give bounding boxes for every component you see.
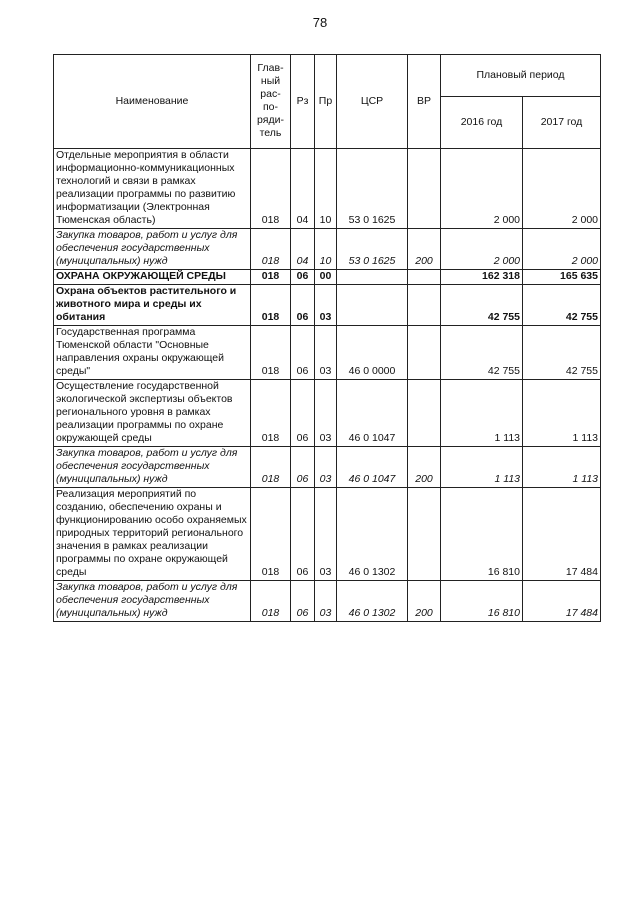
row-name: Осуществление государственной экологической экспертизы объектов регионального уровня в рамках реализации программы по охране окружающей среды xyxy=(54,380,251,447)
row-value-2016: 162 318 xyxy=(441,270,523,285)
row-gr: 018 xyxy=(251,488,291,581)
table-row xyxy=(54,229,601,270)
row-csr: 46 0 1047 xyxy=(337,447,408,488)
row-gr: 018 xyxy=(251,285,291,326)
row-csr: 53 0 1625 xyxy=(337,229,408,270)
row-rz: 06 xyxy=(291,581,315,622)
header-csr: ЦСР xyxy=(337,55,408,149)
row-value-2017: 42 755 xyxy=(523,326,601,380)
row-csr: 46 0 0000 xyxy=(337,326,408,380)
table-row xyxy=(54,326,601,380)
row-pr: 10 xyxy=(315,229,337,270)
row-name: Закупка товаров, работ и услуг для обеспечения государственных (муниципальных) нужд xyxy=(54,447,251,488)
row-name: Закупка товаров, работ и услуг для обеспечения государственных (муниципальных) нужд xyxy=(54,581,251,622)
row-csr: 46 0 1047 xyxy=(337,380,408,447)
header-planned-period: Плановый период xyxy=(441,55,601,97)
row-vr xyxy=(408,149,441,229)
row-name: Государственная программа Тюменской области "Основные направления охраны окружающей среды" xyxy=(54,326,251,380)
row-csr: 46 0 1302 xyxy=(337,581,408,622)
row-vr xyxy=(408,270,441,285)
header-vr: ВР xyxy=(408,55,441,149)
row-value-2017: 17 484 xyxy=(523,581,601,622)
row-rz: 04 xyxy=(291,149,315,229)
row-name: Закупка товаров, работ и услуг для обеспечения государственных (муниципальных) нужд xyxy=(54,229,251,270)
row-csr: 46 0 1302 xyxy=(337,488,408,581)
table-row xyxy=(54,488,601,581)
row-name: Отдельные мероприятия в области информационно-коммуникационных технологий и связи в рамках реализации программы по развитию информатизации (Электронная Тюменская область) xyxy=(54,149,251,229)
row-pr: 03 xyxy=(315,285,337,326)
row-value-2017: 42 755 xyxy=(523,285,601,326)
row-pr: 03 xyxy=(315,326,337,380)
row-gr: 018 xyxy=(251,380,291,447)
row-value-2017: 2 000 xyxy=(523,229,601,270)
header-year-2017: 2017 год xyxy=(523,97,601,149)
table-row xyxy=(54,380,601,447)
row-name: Реализация мероприятий по созданию, обеспечению охраны и функционированию особо охраняемых природных территорий регионального значения в рамках реализации программы по охране окружающей среды xyxy=(54,488,251,581)
row-pr: 03 xyxy=(315,380,337,447)
row-csr xyxy=(337,285,408,326)
row-vr: 200 xyxy=(408,229,441,270)
row-value-2016: 1 113 xyxy=(441,380,523,447)
row-value-2016: 2 000 xyxy=(441,229,523,270)
header-year-2016: 2016 год xyxy=(441,97,523,149)
row-pr: 03 xyxy=(315,488,337,581)
row-vr xyxy=(408,488,441,581)
row-gr: 018 xyxy=(251,229,291,270)
row-pr: 03 xyxy=(315,447,337,488)
table-row xyxy=(54,447,601,488)
row-gr: 018 xyxy=(251,581,291,622)
row-vr: 200 xyxy=(408,581,441,622)
row-rz: 06 xyxy=(291,447,315,488)
table-row xyxy=(54,581,601,622)
row-pr: 00 xyxy=(315,270,337,285)
row-value-2016: 2 000 xyxy=(441,149,523,229)
row-rz: 06 xyxy=(291,270,315,285)
row-value-2017: 1 113 xyxy=(523,447,601,488)
row-rz: 06 xyxy=(291,285,315,326)
row-value-2017: 165 635 xyxy=(523,270,601,285)
header-pr: Пр xyxy=(315,55,337,149)
budget-table xyxy=(53,54,601,622)
row-pr: 03 xyxy=(315,581,337,622)
row-vr xyxy=(408,326,441,380)
row-value-2016: 1 113 xyxy=(441,447,523,488)
row-value-2017: 1 113 xyxy=(523,380,601,447)
header-rz: Рз xyxy=(291,55,315,149)
row-csr xyxy=(337,270,408,285)
page-number: 78 xyxy=(312,15,328,30)
row-name: ОХРАНА ОКРУЖАЮЩЕЙ СРЕДЫ xyxy=(54,270,251,285)
row-value-2017: 2 000 xyxy=(523,149,601,229)
table-row xyxy=(54,270,601,285)
row-rz: 06 xyxy=(291,326,315,380)
table-row xyxy=(54,285,601,326)
header-chief-administrator: Глав- ный рас- по- ряди- тель xyxy=(251,55,291,149)
row-value-2016: 42 755 xyxy=(441,326,523,380)
row-gr: 018 xyxy=(251,149,291,229)
row-value-2016: 42 755 xyxy=(441,285,523,326)
row-gr: 018 xyxy=(251,270,291,285)
header-name: Наименование xyxy=(54,55,251,149)
row-vr xyxy=(408,380,441,447)
row-vr: 200 xyxy=(408,447,441,488)
row-rz: 06 xyxy=(291,380,315,447)
table-header xyxy=(54,55,601,149)
table-row xyxy=(54,149,601,229)
row-vr xyxy=(408,285,441,326)
row-gr: 018 xyxy=(251,447,291,488)
row-value-2016: 16 810 xyxy=(441,488,523,581)
row-name: Охрана объектов растительного и животного мира и среды их обитания xyxy=(54,285,251,326)
row-csr: 53 0 1625 xyxy=(337,149,408,229)
row-gr: 018 xyxy=(251,326,291,380)
row-pr: 10 xyxy=(315,149,337,229)
row-value-2016: 16 810 xyxy=(441,581,523,622)
row-rz: 04 xyxy=(291,229,315,270)
row-rz: 06 xyxy=(291,488,315,581)
row-value-2017: 17 484 xyxy=(523,488,601,581)
